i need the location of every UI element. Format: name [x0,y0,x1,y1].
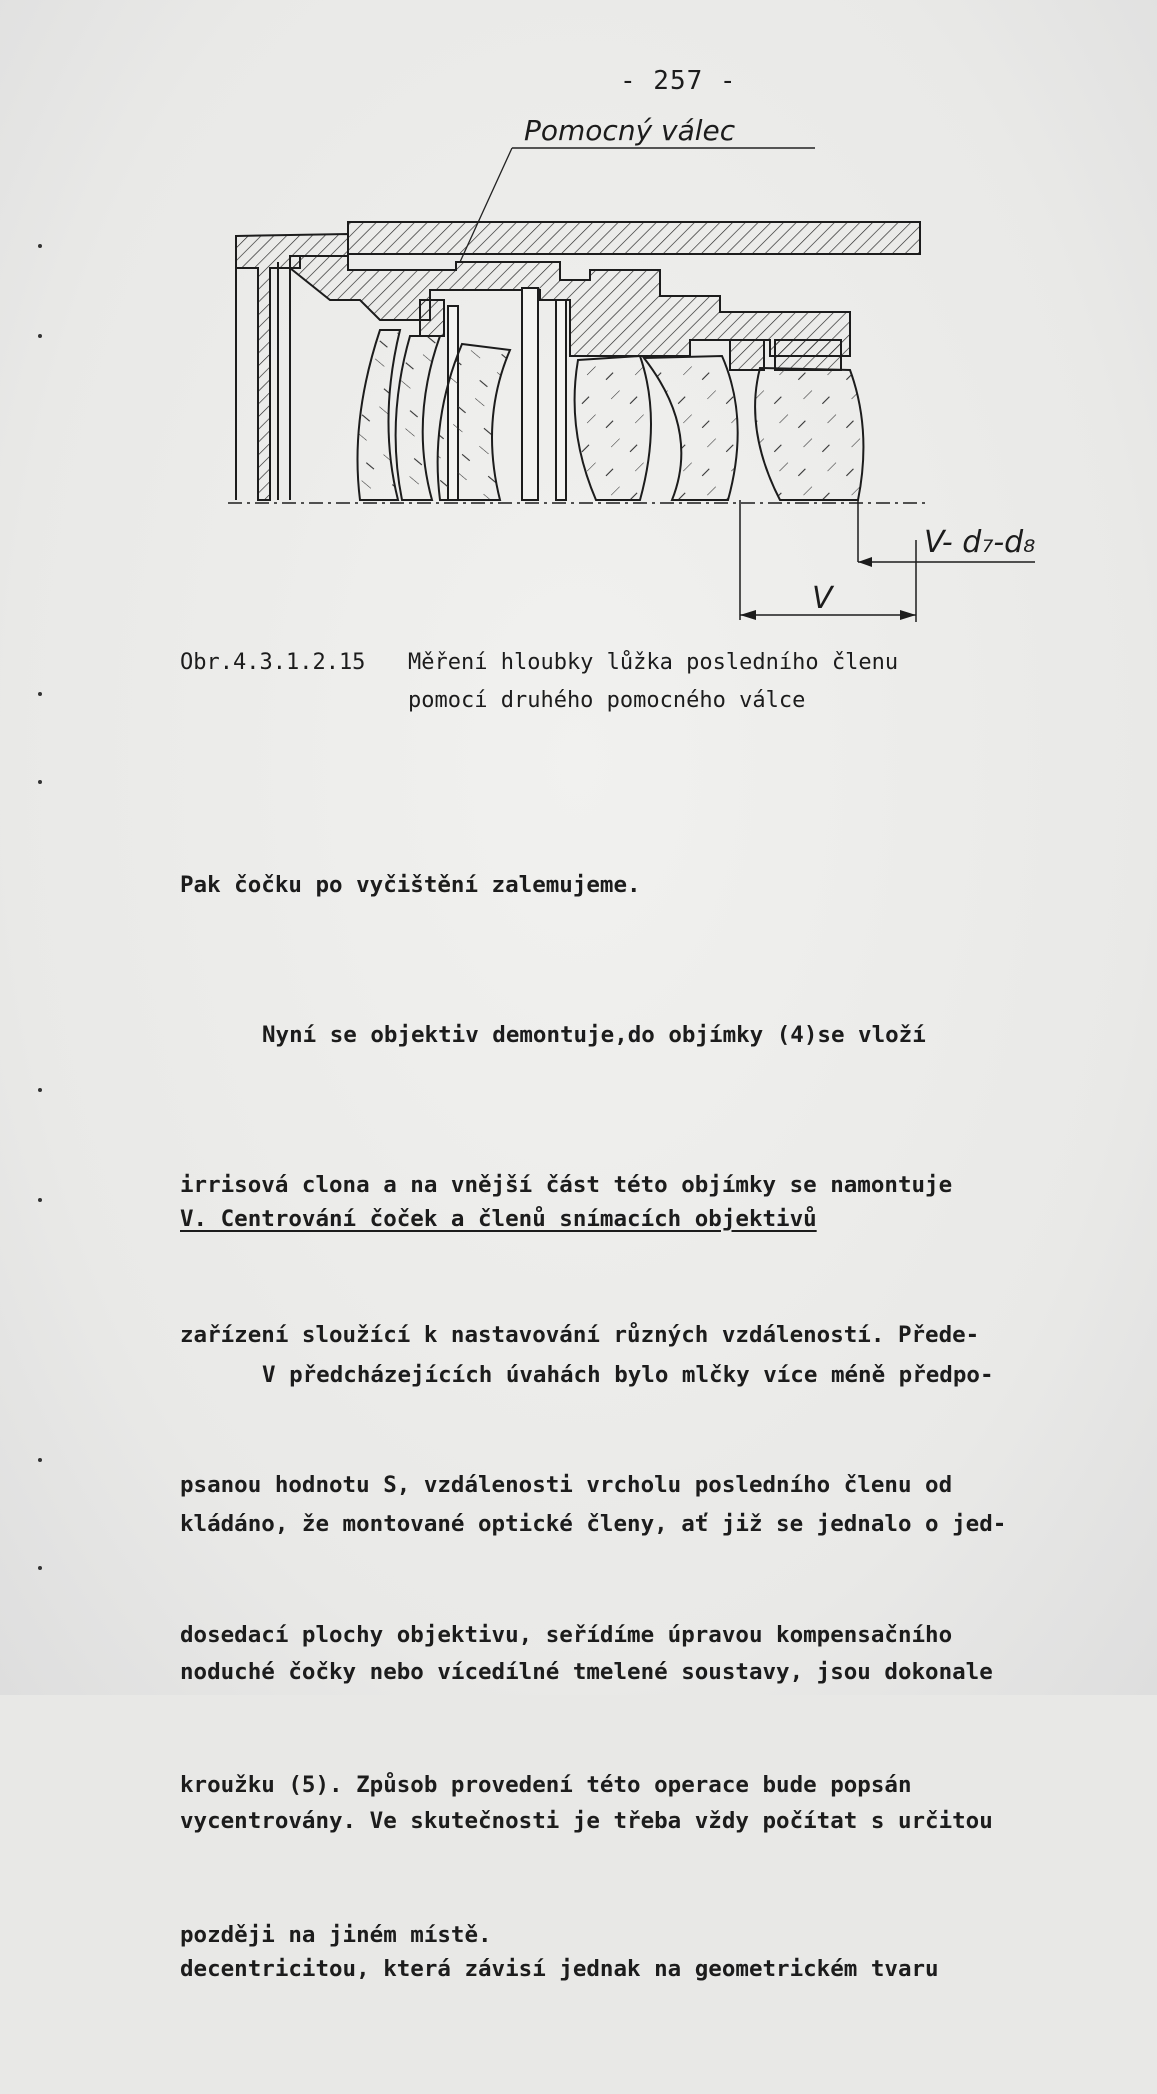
page-number: - 257 - [620,66,737,96]
lens-5 [644,356,738,500]
text-line: noduché čočky nebo vícedílné tmelené soustavy, jsou dokonale [180,1659,993,1685]
cylinder-label: Pomocný válec [524,114,736,147]
text-line: zařízení sloužící k nastavování různých vzdáleností. Přede- [180,1322,980,1348]
text-line: kroužku (5). Způsob provedení této operace bude popsán [180,1772,912,1798]
margin-mark [38,1088,42,1092]
lens-1 [358,330,401,500]
figure-caption [180,644,898,720]
lens-2 [396,336,440,500]
section-text [180,1252,1110,2094]
lens-6 [755,368,863,500]
technical-drawing [0,0,1157,640]
auxiliary-cylinder [348,222,920,254]
margin-mark [38,334,42,338]
caption-number: Obr.4.3.1.2.15 [180,650,366,675]
margin-mark [38,780,42,784]
margin-mark [38,1566,42,1570]
caption-line-2: pomocí druhého pomocného válce [408,688,806,713]
margin-mark [38,1458,42,1462]
inner-barrel [290,256,850,356]
text-line: Nyní se objektiv demontuje,do objímky (4)se vloží [262,1022,926,1048]
margin-mark [38,692,42,696]
lens-4 [575,356,651,500]
text-line: decentricitou, která závisí jednak na geometrickém tvaru [180,1956,939,1982]
text-line: dosedací plochy objektivu, seřídíme úpravou kompensačního [180,1622,953,1648]
section-heading: V. Centrování čoček a členů snímacích objektivů [180,1206,817,1232]
text-line: irrisová clona a na vnější část této objímky se namontuje [180,1172,953,1198]
dimension-label-v-minus: V- d₇-d₈ [924,525,1036,560]
dimension-label-v: V [812,581,833,616]
caption-line-1: Měření hloubky lůžka posledního členu [408,650,899,675]
text-line: Pak čočku po vyčištění zalemujeme. [180,872,641,898]
text-line: kládáno, že montované optické členy, ať již se jednalo o jed- [180,1510,1007,1537]
text-line: V předcházejících úvahách bylo mlčky více méně předpo- [262,1362,994,1388]
margin-mark [38,1198,42,1202]
text-line: později na jiném místě. [180,1922,492,1948]
margin-mark [38,244,42,248]
text-line: vycentrovány. Ve skutečnosti je třeba vždy počítat s určitou [180,1807,993,1834]
text-line: psanou hodnotu S, vzdálenosti vrcholu posledního členu od [180,1472,953,1498]
